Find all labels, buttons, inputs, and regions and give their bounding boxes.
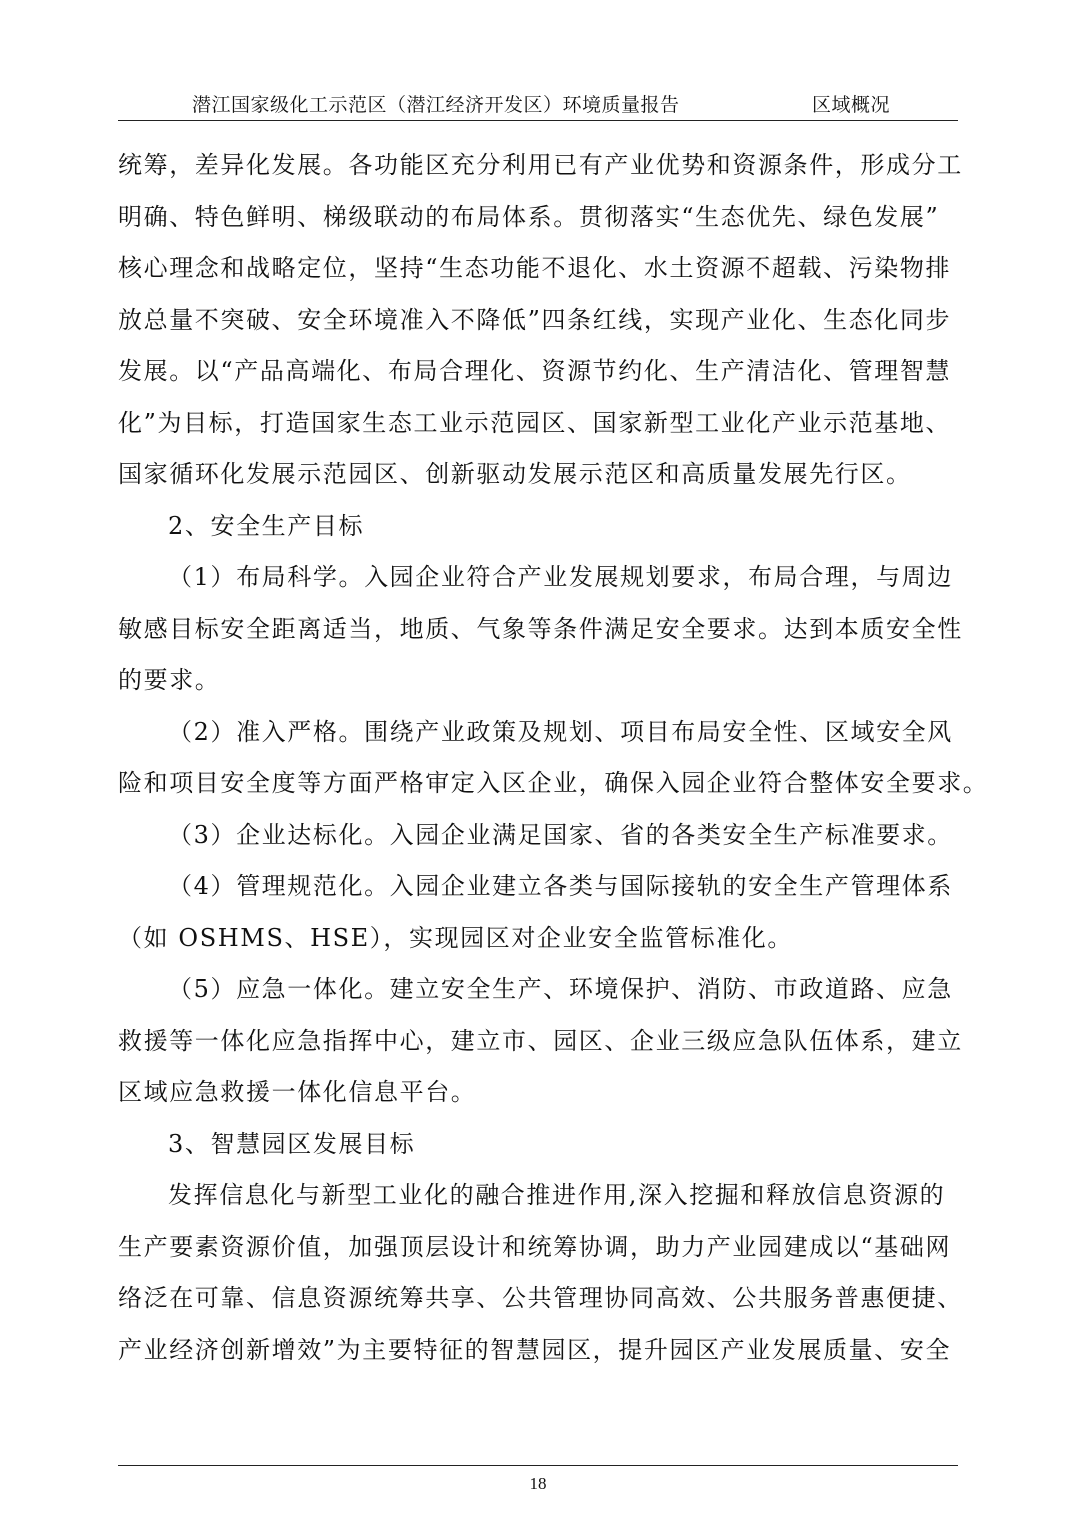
text-line: 统筹，差异化发展。各功能区充分利用已有产业优势和资源条件，形成分工 <box>118 151 963 179</box>
text-line: 放总量不突破、安全环境准入不降低”四条红线，实现产业化、生态化同步 <box>118 305 952 334</box>
section-title: 区域概况 <box>812 94 891 116</box>
text-line: 生产要素资源价值，加强顶层设计和统筹协调，助力产业园建成以“基础网 <box>118 1232 952 1261</box>
text-line: （如 OSHMS、HSE），实现园区对企业安全监管标准化。 <box>118 923 793 952</box>
body-text <box>118 140 989 1376</box>
page-number: 18 <box>529 1474 547 1493</box>
text-line: （2）准入严格。围绕产业政策及规划、项目布局安全性、区域安全风 <box>168 717 953 746</box>
text-line: 区域应急救援一体化信息平台。 <box>118 1078 477 1106</box>
text-line: 核心理念和战略定位，坚持“生态功能不退化、水土资源不超载、污染物排 <box>118 254 952 282</box>
text-line: 敏感目标安全距离适当，地质、气象等条件满足安全要求。达到本质安全性 <box>118 614 963 643</box>
section-heading-safety: 2、安全生产目标 <box>168 511 365 540</box>
section-heading-smart-park: 3、智慧园区发展目标 <box>168 1129 416 1158</box>
text-line: 救援等一体化应急指挥中心，建立市、园区、企业三级应急队伍体系，建立 <box>118 1026 963 1055</box>
text-line: 化”为目标，打造国家生态工业示范园区、国家新型工业化产业示范基地、 <box>118 408 952 437</box>
text-line: 络泛在可靠、信息资源统筹共享、公共管理协同高效、公共服务普惠便捷、 <box>118 1284 963 1312</box>
page-header <box>118 90 958 121</box>
text-line: 险和项目安全度等方面严格审定入区企业，确保入园企业符合整体安全要求。 <box>118 769 989 797</box>
text-line: 的要求。 <box>118 666 221 694</box>
text-line: （3）企业达标化。入园企业满足国家、省的各类安全生产标准要求。 <box>168 820 953 849</box>
text-line: 发展。以“产品高端化、布局合理化、资源节约化、生产清洁化、管理智慧 <box>118 357 952 385</box>
text-line: 国家循环化发展示范园区、创新驱动发展示范区和高质量发展先行区。 <box>118 460 912 488</box>
text-line: （4）管理规范化。入园企业建立各类与国际接轨的安全生产管理体系 <box>168 872 953 900</box>
report-title: 潜江国家级化工示范区（潜江经济开发区）环境质量报告 <box>192 94 680 116</box>
text-line: 发挥信息化与新型工业化的融合推进作用,深入挖掘和释放信息资源的 <box>168 1181 946 1209</box>
text-line: 产业经济创新增效”为主要特征的智慧园区，提升园区产业发展质量、安全 <box>118 1335 952 1364</box>
page-footer <box>118 1465 958 1494</box>
text-line: （5）应急一体化。建立安全生产、环境保护、消防、市政道路、应急 <box>168 975 953 1003</box>
text-line: 明确、特色鲜明、梯级联动的布局体系。贯彻落实“生态优先、绿色发展” <box>118 202 940 231</box>
text-line: （1）布局科学。入园企业符合产业发展规划要求，布局合理，与周边 <box>168 563 953 591</box>
